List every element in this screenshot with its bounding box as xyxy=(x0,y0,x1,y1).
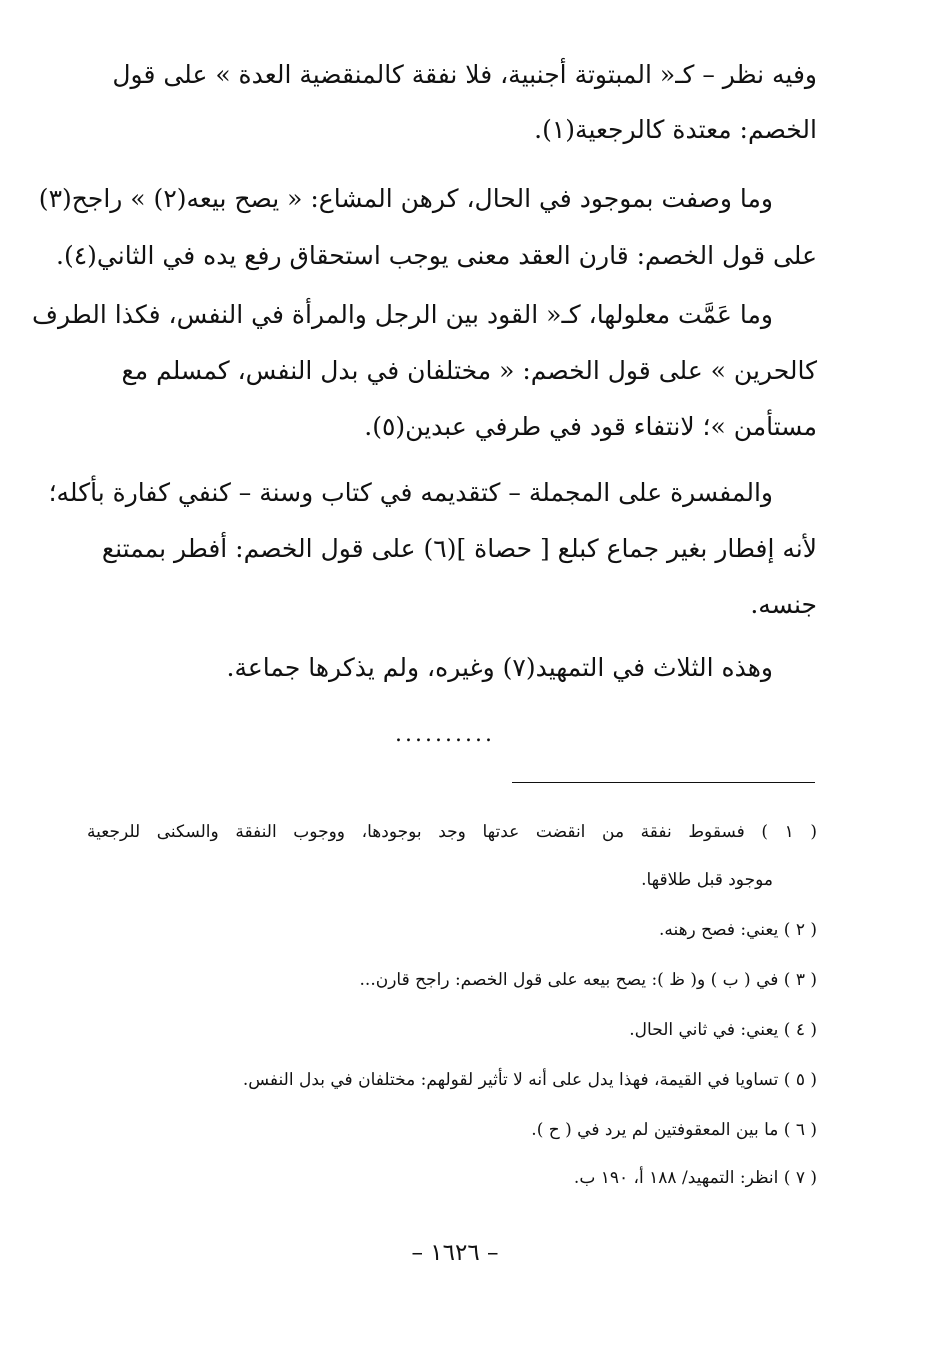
footnote-line-3: ( ٣ ) في ( ب ) و( ظ ): يصح بيعه على قول الخصم: راجح قارن... xyxy=(359,970,817,990)
footnote-line-4: ( ٤ ) يعني: في ثاني الحال. xyxy=(629,1020,817,1040)
separator-dots: .......... xyxy=(395,722,495,747)
body-line-4: على قول الخصم: قارن العقد معنى يوجب استحقاق رفع يده في الثاني(٤). xyxy=(56,241,817,270)
body-line-6: كالحرين » على قول الخصم: « مختلفان في بدل النفس، كمسلم مع xyxy=(121,356,817,385)
footnote-line-5: ( ٥ ) تساويا في القيمة، فهذا يدل على أنه لا تأثير لقولهم: مختلفان في بدل النفس. xyxy=(242,1070,817,1090)
footnote-line-1: ( ١ ) فسقوط نفقة من انقضت عدتها وجد بوجودها، ووجوب النفقة والسكنى للرجعية xyxy=(87,822,817,842)
body-line-3: وما وصفت بموجود في الحال، كرهن المشاع: « يصح بيعه(٢) » راجح(٣) xyxy=(38,184,773,213)
body-line-9: لأنه إفطار بغير جماع كبلع [ حصاة ](٦) على قول الخصم: أفطر بممتنع xyxy=(101,534,817,563)
footnote-line-2: ( ٢ ) يعني: فصح رهنه. xyxy=(658,920,817,940)
body-line-7: مستأمن »؛ لانتفاء قود في طرفي عبدين(٥). xyxy=(364,412,817,441)
footnote-rule xyxy=(512,782,815,783)
body-line-1: وفيه نظر – كـ« المبتوتة أجنبية، فلا نفقة كالمنقضية العدة » على قول xyxy=(112,60,817,89)
page-number: – ١٦٢٦ – xyxy=(411,1240,499,1266)
body-line-8: والمفسرة على المجملة – كتقديمه في كتاب وسنة – كنفي كفارة بأكله؛ xyxy=(48,478,773,507)
footnote-line-1-cont: موجود قبل طلاقها. xyxy=(641,870,773,890)
body-line-11: وهذه الثلاث في التمهيد(٧) وغيره، ولم يذكرها جماعة. xyxy=(226,653,773,682)
body-line-5: وما عَمَّت معلولها، كـ« القود بين الرجل والمرأة في النفس، فكذا الطرف xyxy=(32,300,773,329)
body-line-2: الخصم: معتدة كالرجعية(١). xyxy=(534,115,817,144)
footnote-line-7: ( ٧ ) انظر: التمهيد/ ١٨٨ أ، ١٩٠ ب. xyxy=(573,1168,817,1188)
footnote-line-6: ( ٦ ) ما بين المعقوفتين لم يرد في ( ح ). xyxy=(531,1120,817,1140)
body-line-10: جنسه. xyxy=(750,590,817,619)
